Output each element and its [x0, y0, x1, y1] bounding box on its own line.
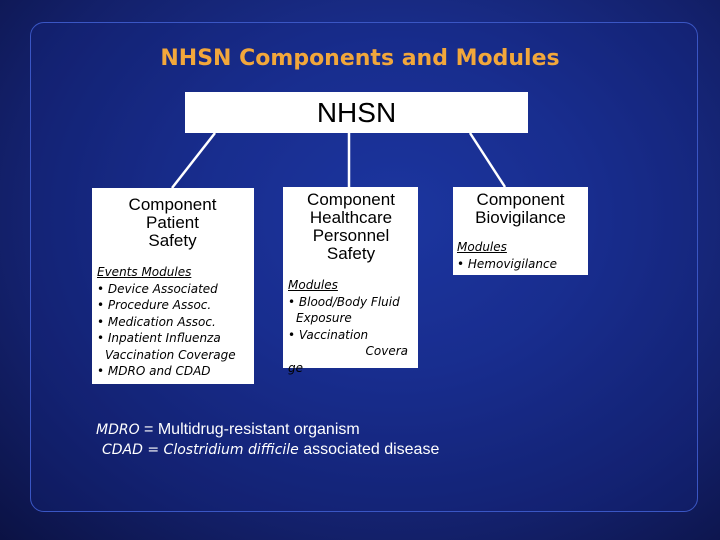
list-item: • Vaccination — [288, 327, 369, 342]
connector-right — [470, 133, 505, 187]
component-title: Component Biovigilance — [475, 190, 566, 227]
footnote-cdad: CDAD = Clostridium difficile associated disease — [102, 441, 440, 458]
modules-header: Modules — [288, 278, 338, 292]
list-item: Exposure — [296, 311, 352, 325]
list-item: • Procedure Assoc. — [97, 298, 212, 312]
component-title: Component Healthcare Personnel Safety — [307, 190, 395, 263]
modules-header: Events Modules — [97, 265, 192, 279]
list-item: ge — [288, 360, 303, 375]
modules-header: Modules — [457, 240, 507, 254]
component-patient-safety — [92, 188, 254, 384]
root-node-nhsn: NHSN — [185, 92, 528, 133]
list-item: Covera — [365, 344, 408, 358]
modules-list — [288, 277, 414, 376]
list-item: • Blood/Body Fluid — [288, 294, 400, 309]
footnote-mdro: MDRO = Multidrug-resistant organism — [96, 421, 360, 438]
connector-left — [172, 133, 215, 188]
component-biovigilance — [453, 187, 588, 275]
abbreviation-footnotes — [96, 420, 439, 460]
slide-title: NHSN Components and Modules — [160, 46, 560, 71]
list-item: • Hemovigilance — [457, 256, 557, 271]
component-healthcare-personnel-safety — [283, 187, 418, 375]
component-title: Component Patient Safety — [128, 195, 217, 250]
list-item: • Inpatient Influenza — [97, 331, 221, 345]
list-item: • Device Associated — [97, 281, 218, 296]
modules-list — [97, 264, 248, 380]
modules-list — [457, 239, 584, 272]
list-item: • MDRO and CDAD — [97, 364, 211, 378]
list-item: • Medication Assoc. — [97, 314, 216, 329]
list-item: Vaccination Coverage — [105, 347, 236, 362]
